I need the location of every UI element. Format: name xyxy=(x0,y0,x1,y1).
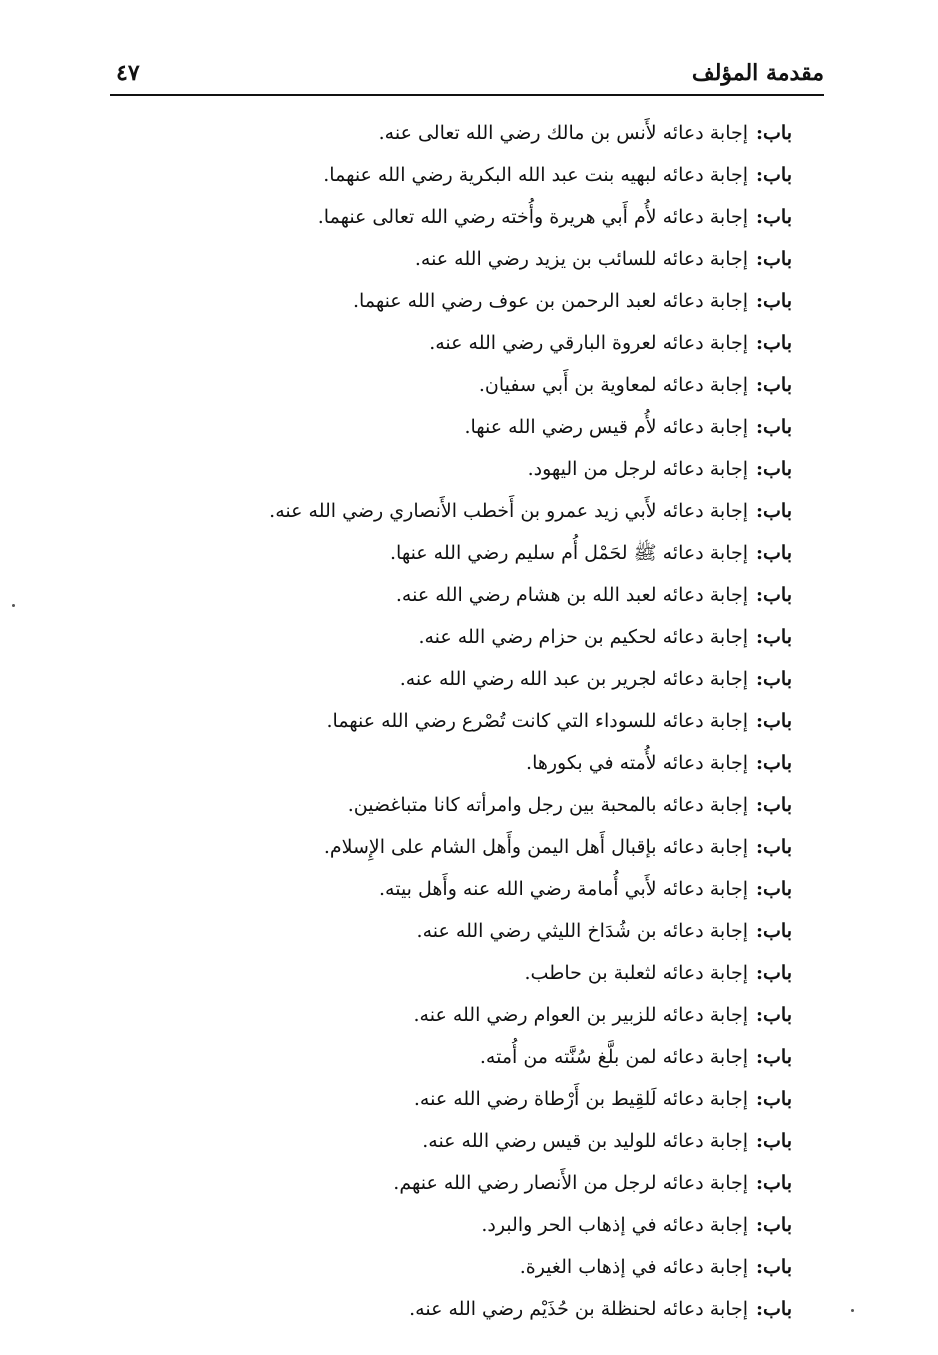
chapter-title: إجابة دعائه للسوداء التي كانت تُصْرع رضي الله عنهما. xyxy=(326,710,749,732)
chapter-label: باب: xyxy=(756,500,792,522)
chapter-title: إجابة دعائه لعبد الرحمن بن عوف رضي الله عنهما. xyxy=(353,290,749,312)
chapter-label: باب: xyxy=(756,1088,792,1110)
chapter-label: باب: xyxy=(756,290,792,312)
chapter-label: باب: xyxy=(756,794,792,816)
chapter-label: باب: xyxy=(756,1298,792,1320)
chapter-title: إجابة دعائه بالمحبة بين رجل وامرأته كانا متباغضين. xyxy=(347,794,749,816)
chapter-entry xyxy=(152,154,792,196)
chapter-label: باب: xyxy=(756,206,792,228)
chapter-label: باب: xyxy=(756,962,792,984)
chapter-title: إجابة دعائه لأَبي زيد عمرو بن أَخطب الأَنصاري رضي الله عنه. xyxy=(269,500,749,522)
chapter-label: باب: xyxy=(756,332,792,354)
chapter-entry xyxy=(152,364,792,406)
chapter-title: إجابة دعائه لعروة البارقي رضي الله عنه. xyxy=(429,332,749,354)
chapter-title: إجابة دعائه لمعاوية بن أَبي سفيان. xyxy=(478,374,749,396)
chapter-title: إجابة دعائه لمن بلَّغ سُنَّته من أُمته. xyxy=(479,1046,749,1068)
chapter-label: باب: xyxy=(756,416,792,438)
chapter-entry xyxy=(152,826,792,868)
chapter-title: إجابة دعائه لعبد الله بن هشام رضي الله عنه. xyxy=(395,584,749,606)
scan-speck xyxy=(851,1309,854,1312)
chapter-label: باب: xyxy=(756,920,792,942)
chapter-entry xyxy=(152,1162,792,1204)
chapter-title: إجابة دعائه بإقبال أَهل اليمن وأَهل الشام على الإِسلام. xyxy=(323,836,749,858)
chapter-title: إجابة دعائه لثعلبة بن حاطب. xyxy=(524,962,749,984)
chapter-entry xyxy=(152,868,792,910)
chapter-label: باب: xyxy=(756,1214,792,1236)
chapter-label: باب: xyxy=(756,1130,792,1152)
chapter-label: باب: xyxy=(756,836,792,858)
chapter-title: إجابة دعائه للوليد بن قيس رضي الله عنه. xyxy=(422,1130,749,1152)
chapter-label: باب: xyxy=(756,878,792,900)
chapter-title: إجابة دعائه لَلقِيط بن أَرْطاة رضي الله عنه. xyxy=(413,1088,749,1110)
chapter-entry xyxy=(152,406,792,448)
chapter-list xyxy=(152,112,792,1330)
chapter-entry xyxy=(152,1246,792,1288)
chapter-entry xyxy=(152,616,792,658)
chapter-entry xyxy=(152,490,792,532)
chapter-label: باب: xyxy=(756,122,792,144)
chapter-entry xyxy=(152,574,792,616)
chapter-entry xyxy=(152,952,792,994)
chapter-label: باب: xyxy=(756,1256,792,1278)
chapter-title: إجابة دعائه في إذهاب الحر والبرد. xyxy=(481,1214,749,1236)
chapter-label: باب: xyxy=(756,374,792,396)
chapter-title: إجابة دعائه لأُم قيس رضي الله عنها. xyxy=(464,416,749,438)
chapter-title: إجابة دعائه لرجل من اليهود. xyxy=(527,458,749,480)
chapter-label: باب: xyxy=(756,542,792,564)
chapter-label: باب: xyxy=(756,752,792,774)
chapter-entry xyxy=(152,700,792,742)
chapter-title: إجابة دعائه لأَبي أُمامة رضي الله عنه وأَهل بيته. xyxy=(378,878,749,900)
chapter-entry xyxy=(152,742,792,784)
chapter-label: باب: xyxy=(756,710,792,732)
chapter-entry xyxy=(152,994,792,1036)
chapter-entry xyxy=(152,280,792,322)
chapter-entry xyxy=(152,448,792,490)
chapter-title: إجابة دعائه لحكيم بن حزام رضي الله عنه. xyxy=(418,626,749,648)
chapter-title: إجابة دعائه لأُمته في بكورها. xyxy=(526,752,749,774)
chapter-label: باب: xyxy=(756,164,792,186)
chapter-entry xyxy=(152,1204,792,1246)
chapter-label: باب: xyxy=(756,626,792,648)
chapter-label: باب: xyxy=(756,1004,792,1026)
chapter-entry xyxy=(152,1036,792,1078)
chapter-entry xyxy=(152,322,792,364)
chapter-entry xyxy=(152,1288,792,1330)
chapter-label: باب: xyxy=(756,1172,792,1194)
chapter-title: إجابة دعائه لبهيه بنت عبد الله البكرية رضي الله عنهما. xyxy=(323,164,749,186)
chapter-entry xyxy=(152,1120,792,1162)
chapter-title: إجابة دعائه لحنظلة بن حُذَيْم رضي الله عنه. xyxy=(409,1298,749,1320)
chapter-title: إجابة دعائه للزبير بن العوام رضي الله عنه. xyxy=(413,1004,749,1026)
chapter-label: باب: xyxy=(756,248,792,270)
chapter-entry xyxy=(152,196,792,238)
chapter-label: باب: xyxy=(756,458,792,480)
chapter-title: إجابة دعائه لأُم أَبي هريرة وأُخته رضي الله تعالى عنهما. xyxy=(317,206,749,228)
running-title: مقدمة المؤلف xyxy=(691,60,824,86)
chapter-title: إجابة دعائه في إذهاب الغيرة. xyxy=(519,1256,749,1278)
page-number: ٤٧ xyxy=(116,60,140,86)
page-header xyxy=(110,58,824,96)
chapter-title: إجابة دعائه لأَنس بن مالك رضي الله تعالى عنه. xyxy=(378,122,749,144)
chapter-title: إجابة دعائه لجرير بن عبد الله رضي الله عنه. xyxy=(399,668,749,690)
chapter-entry xyxy=(152,1078,792,1120)
chapter-entry xyxy=(152,532,792,574)
chapter-title: إجابة دعائه بن شُدَاخ الليثي رضي الله عنه. xyxy=(416,920,749,942)
chapter-entry xyxy=(152,658,792,700)
chapter-entry xyxy=(152,238,792,280)
chapter-label: باب: xyxy=(756,1046,792,1068)
chapter-label: باب: xyxy=(756,668,792,690)
scan-speck xyxy=(12,604,15,607)
chapter-title: إجابة دعائه لرجل من الأَنصار رضي الله عنهم. xyxy=(393,1172,749,1194)
chapter-label: باب: xyxy=(756,584,792,606)
chapter-title: إجابة دعائه ﷺ لحَمْل أُم سليم رضي الله عنها. xyxy=(389,542,749,564)
chapter-title: إجابة دعائه للسائب بن يزيد رضي الله عنه. xyxy=(414,248,749,270)
chapter-entry xyxy=(152,910,792,952)
chapter-entry xyxy=(152,112,792,154)
chapter-entry xyxy=(152,784,792,826)
